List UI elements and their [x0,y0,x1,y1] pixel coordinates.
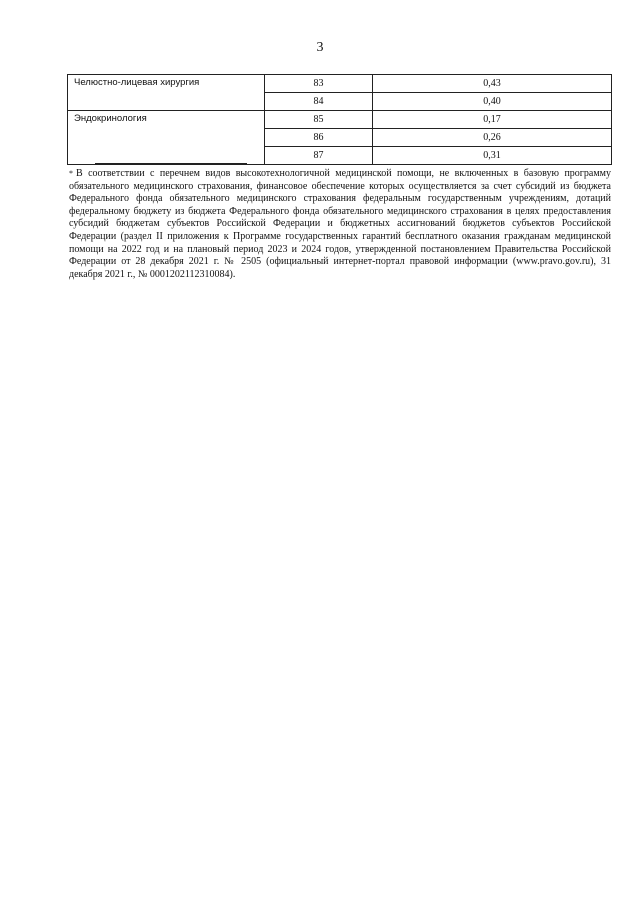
coefficient-cell: 0,31 [373,147,612,165]
footnote-separator [95,163,247,164]
care-type-number: 83 [265,75,373,93]
coefficient-cell: 0,43 [373,75,612,93]
profile-cell: Челюстно-лицевая хирургия [68,75,265,111]
page-number: 3 [316,40,324,55]
care-type-number: 85 [265,111,373,129]
coefficient-cell: 0,40 [373,93,612,111]
coefficient-cell: 0,26 [373,129,612,147]
care-types-table [67,74,612,165]
footnote [69,168,611,281]
footnote-text: В соответствии с перечнем видов высокотехнологичной медицинской помощи, не включенных в базовую программу обязательного медицинского страхования, финансовое обеспечение которых осуществляется за счет субсидий из бюджета Федерального фонда обязательного медицинского страхования федеральным государственным учреждениям, дотаций федеральному бюджету из бюджета Федерального фонда обязательного медицинского страхования в целях предоставления субсидий бюджетам субъектов Российской Федерации и бюджетных ассигнований бюджетов субъектов Российской Федерации (раздел II приложения к Программе государственных гарантий бесплатного оказания гражданам медицинской помощи на 2022 год и на плановый период 2023 и 2024 годов, утвержденной постановлением Правительства Российской Федерации от 28 декабря 2021 г. № 2505 (официальный интернет-портал правовой информации (www.pravo.gov.ru), 31 декабря 2021 г., № 0001202112310084). [69,168,611,280]
coefficient-cell: 0,17 [373,111,612,129]
footnote-marker: * [69,169,73,178]
care-type-number: 87 [265,147,373,165]
care-type-number: 84 [265,93,373,111]
table-row [68,111,612,129]
care-type-number: 86 [265,129,373,147]
profile-cell: Эндокринология [68,111,265,165]
table-row [68,75,612,93]
